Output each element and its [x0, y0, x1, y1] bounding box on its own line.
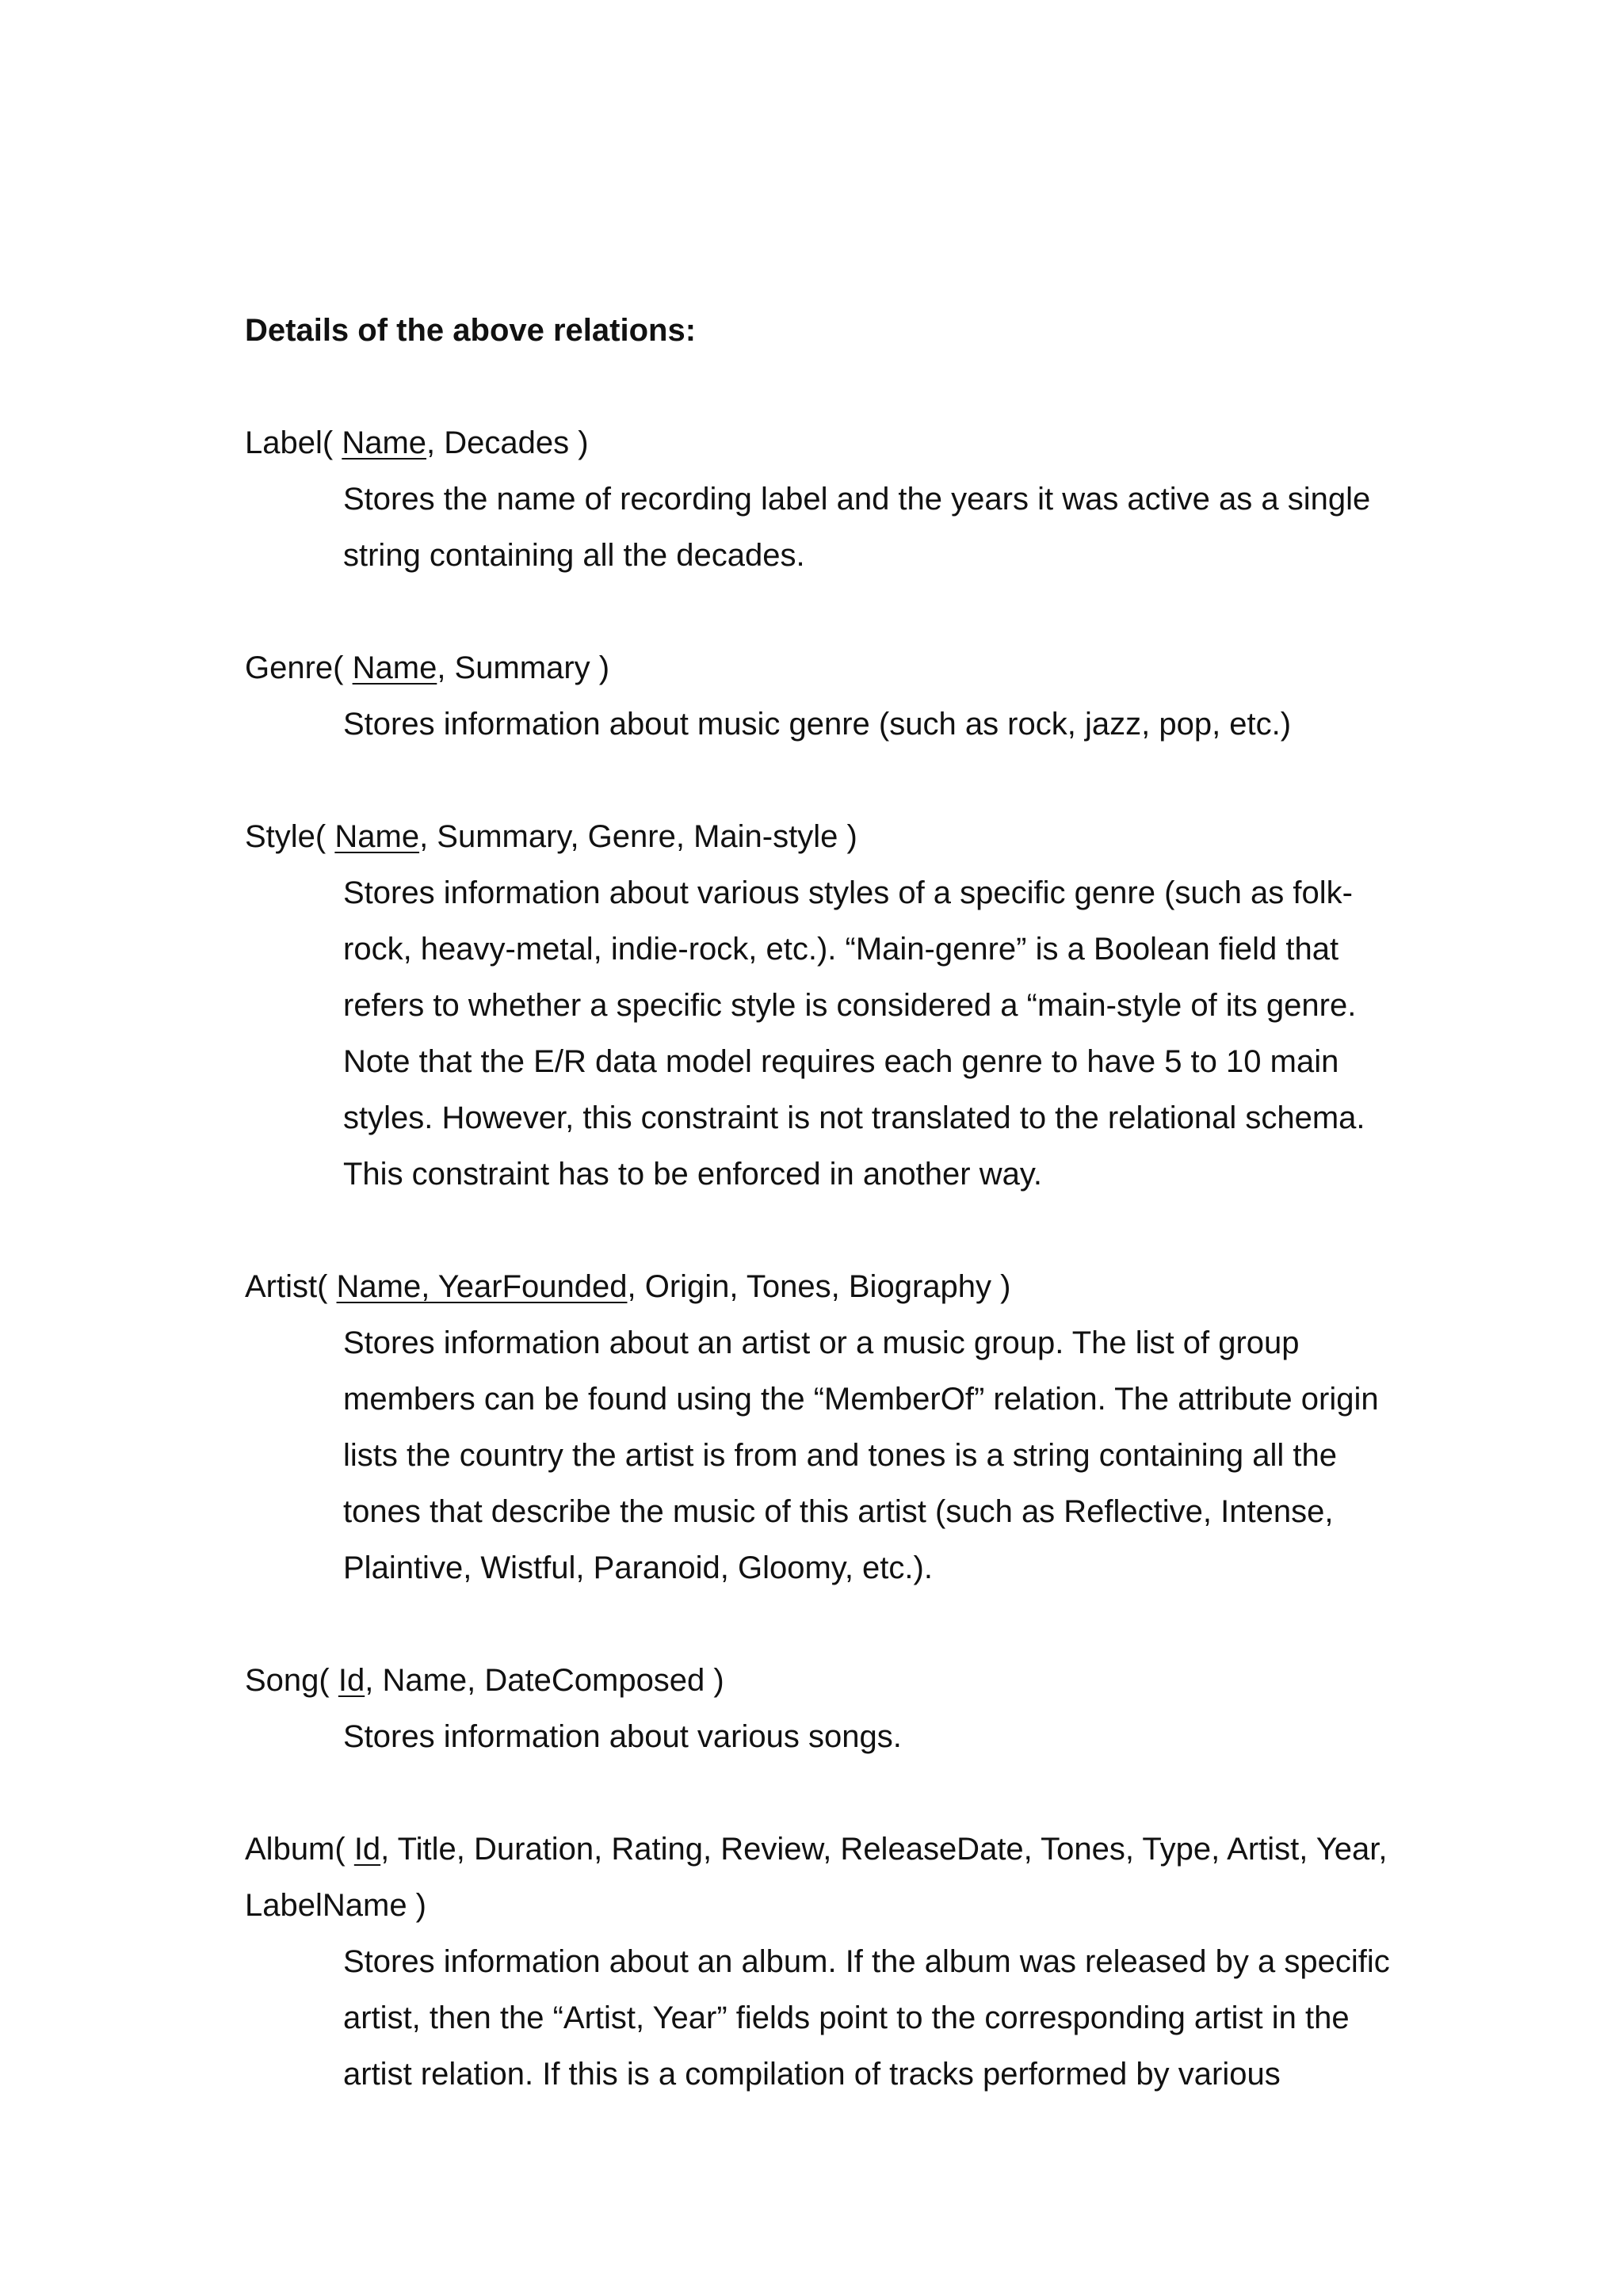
relation-name: Song( — [245, 1663, 338, 1698]
primary-key: Name, YearFounded — [336, 1269, 628, 1304]
relation-attributes: , Title, Duration, Rating, Review, ReleaseDate, Tones, Type, Artist, Year, LabelName ) — [245, 1832, 1388, 1923]
relation-description: Stores information about various songs. — [343, 1719, 902, 1754]
relation-signature — [245, 809, 1418, 865]
relation-signature — [245, 1259, 1418, 1315]
primary-key: Name — [352, 650, 437, 685]
relation-genre — [245, 640, 1418, 753]
relation-description: Stores information about music genre (such as rock, jazz, pop, etc.) — [343, 707, 1292, 742]
relation-song — [245, 1653, 1418, 1765]
relation-attributes: , Name, DateComposed ) — [365, 1663, 724, 1698]
relation-signature — [245, 415, 1418, 471]
primary-key: Name — [342, 425, 427, 460]
relation-attributes: , Summary ) — [437, 650, 610, 685]
relation-name: Album( — [245, 1832, 354, 1867]
relation-signature — [245, 1653, 1418, 1709]
relation-album — [245, 1821, 1418, 2103]
document-body — [245, 303, 1418, 2103]
primary-key: Id — [353, 1832, 381, 1867]
relation-attributes: , Origin, Tones, Biography ) — [627, 1269, 1011, 1304]
relation-description: Stores the name of recording label and the years it was active as a single string containing all the decades. — [343, 482, 1371, 573]
primary-key: Name — [334, 819, 420, 854]
relation-style — [245, 809, 1418, 1203]
primary-key: Id — [338, 1663, 365, 1698]
relation-description: Stores information about an artist or a music group. The list of group members can be found using the “MemberOf” relation. The attribute origin lists the country the artist is from and tones is a string containing all the tones that describe the music of this artist (such as Reflective, Intense, Plaintive, Wistful, Paranoid, Gloomy, etc.). — [343, 1325, 1379, 1585]
relation-name: Label( — [245, 425, 342, 460]
relation-name: Style( — [245, 819, 335, 854]
relation-name: Artist( — [245, 1269, 337, 1304]
relation-description: Stores information about an album. If the album was released by a specific artist, then the “Artist, Year” fields point to the corresponding artist in the artist relation. If this is a compilation of tracks performed by various — [343, 1944, 1390, 2092]
relation-name: Genre( — [245, 650, 353, 685]
section-heading: Details of the above relations: — [245, 313, 697, 348]
relation-attributes: , Decades ) — [426, 425, 589, 460]
relation-label — [245, 415, 1418, 584]
relation-attributes: , Summary, Genre, Main-style ) — [419, 819, 857, 854]
relation-signature — [245, 640, 1418, 696]
relation-artist — [245, 1259, 1418, 1596]
relation-description: Stores information about various styles of a specific genre (such as folk-rock, heavy-metal, indie-rock, etc.). “Main-genre” is a Boolean field that refers to whether a specific style is considered a “main-style of its genre. Note that the E/R data model requires each genre to have 5 to 10 main styles. However, this constraint is not translated to the relational schema. This constraint has to be enforced in another way. — [343, 875, 1365, 1192]
relation-signature — [245, 1821, 1418, 1934]
